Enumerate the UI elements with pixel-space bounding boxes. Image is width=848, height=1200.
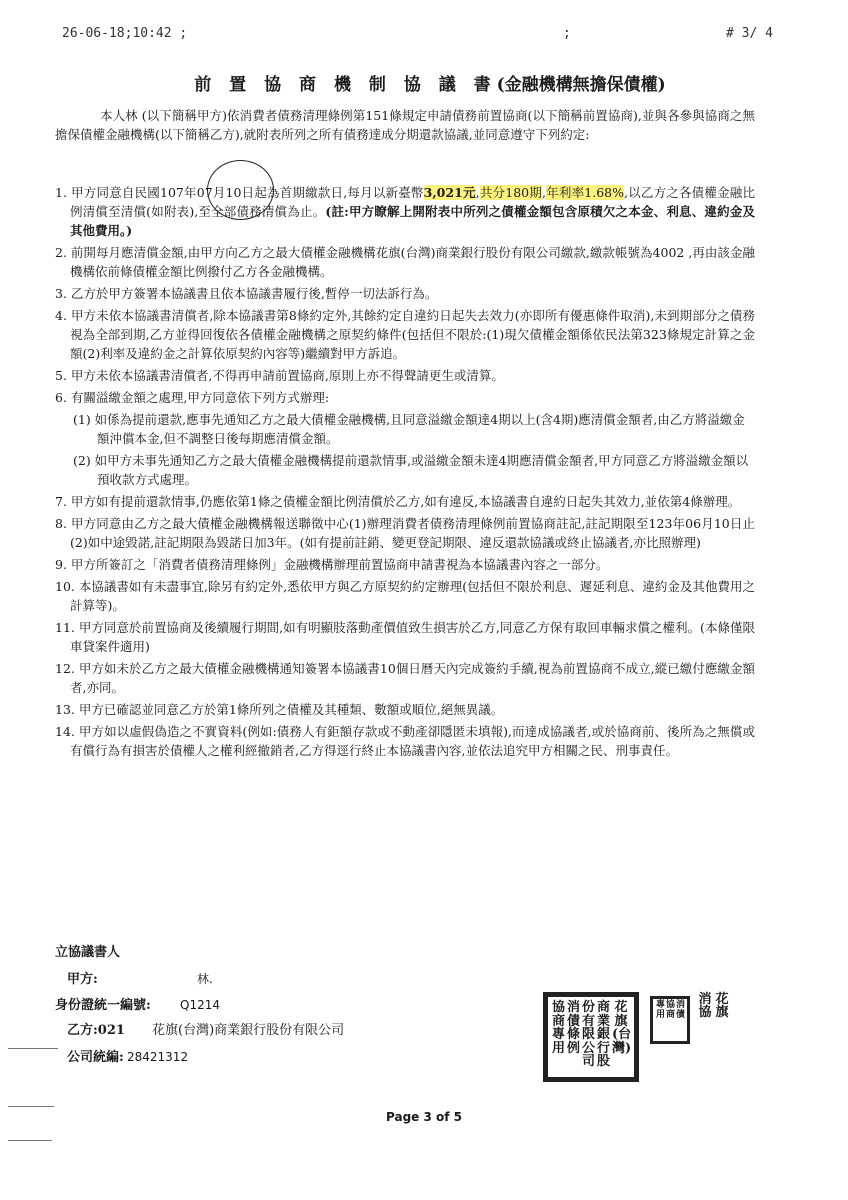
seal-column: 消協: [698, 992, 712, 1020]
clause-10: 10. 本協議書如有未盡事宜,除另有約定外,悉依甲方與乙方原契約約定辦理(包括但不限於利息、遲延利息、違約金及其他費用之計算等)。: [55, 579, 755, 613]
party-b-name: 花旗(台灣)商業銀行股份有限公司: [152, 1023, 345, 1038]
clause-7: 7. 甲方如有提前還款情事,仍應依第1條之債權金額比例清償於乙方,如有違反,本協議書自違約日起失其效力,並依第4條辦理。: [55, 494, 741, 509]
clause-4: 4. 甲方未依本協議書清償者,除本協議書第8條約定外,其餘約定自違約日起失去效力(亦即所有優惠條件取消),未到期部分之債務視為全部到期,乙方並得回復依各債權金融機構之原契約條件(包括但不限於:(1)現欠債權金額係依民法第323條規定計算之金額(2)利率及違約金之計算依原契約內容等)繼續對甲方訴追。: [55, 308, 755, 361]
seal-column: 消債: [676, 1000, 686, 1020]
seal-column: 協商專用: [551, 1000, 565, 1056]
clause-1-amount: 3,021元: [423, 185, 476, 200]
id-number-label: 身份證統一編號:: [55, 998, 151, 1013]
seal-column: 商業銀行股: [596, 1000, 610, 1069]
clause-2: 2. 前開每月應清償金額,由甲方向乙方之最大債權金融機構花旗(台灣)商業銀行股份有限公司繳款,繳款帳號為4002 ,再由該金融機構依前條債權金額比例撥付乙方各金融機構。: [55, 245, 755, 279]
seal-column: 專用: [656, 1000, 666, 1020]
clause-1-start: 1. 甲方同意自民國107年07月10日起為首期繳款日,每月以新臺幣: [55, 185, 424, 200]
clause-5: 5. 甲方未依本協議書清償者,不得再申請前置協商,原則上亦不得聲請更生或清算。: [55, 368, 504, 383]
clause-1-note: (註:甲方瞭解上開附表中所列之債權金額包含原積欠之本金、利息、違約金及其他費用。): [70, 204, 755, 238]
clause-8: 8. 甲方同意由乙方之最大債權金融機構報送聯徵中心(1)辦理消費者債務清理條例前置協商註記,註記期限至123年06月10日止(2)如中途毀諾,註記期限為毀諾日加3年。(如有提前註銷、變更登記期限、違反還款協議或終止協議者,亦比照辦理): [55, 516, 755, 550]
seal-column: 協商: [666, 1000, 676, 1020]
bank-seal-stamp: [543, 992, 639, 1082]
clause-1-sep2: ,: [542, 185, 546, 200]
company-id-label: 公司統編:: [67, 1050, 124, 1065]
clause-3: 3. 乙方於甲方簽署本協議書且依本協議書履行後,暫停一切法訴行為。: [55, 286, 438, 301]
signatories-heading: 立協議書人: [55, 945, 121, 960]
fax-separator: ;: [563, 26, 571, 41]
seal-column: 份有限公司: [581, 1000, 595, 1069]
margin-scan-line: [8, 1140, 52, 1141]
clause-11: 11. 甲方同意於前置協商及後續履行期間,如有明顯肢落動產價值致生損害於乙方,同意乙方保有取回車輛求償之權利。(本條僅限車貸案件適用): [55, 620, 755, 654]
clause-13: 13. 甲方已確認並同意乙方於第1條所列之債權及其種類、數額或順位,絕無異議。: [55, 702, 504, 717]
clause-6-item-2: (2) 如甲方未事先通知乙方之最大債權金融機構提前還款情事,或溢繳金額未達4期應清償金額者,甲方同意乙方將溢繳金額以預收款方式處理。: [73, 453, 749, 487]
representative-seal-stamp: [694, 994, 730, 1046]
clause-9: 9. 甲方所簽訂之「消費者債務清理條例」金融機構辦理前置協商申請書視為本協議書內容之一部分。: [55, 557, 609, 572]
page-number: Page 3 of 5: [386, 1110, 462, 1124]
clause-1-rate: 年利率1.68%: [546, 185, 625, 200]
seal-column: 花旗(台灣): [612, 1000, 632, 1056]
party-a-label: 甲方:: [67, 972, 98, 987]
margin-scan-line: [8, 1048, 58, 1049]
company-id-value: 28421312: [127, 1050, 189, 1064]
document-title: [110, 70, 750, 95]
clause-6: 6. 有關溢繳金額之處理,甲方同意依下列方式辦理:: [55, 390, 330, 405]
negotiation-seal-stamp: [650, 996, 690, 1044]
clause-14: 14. 甲方如以虛假偽造之不實資料(例如:債務人有鉅額存款或不動產卻隱匿未填報),而達成協議者,或於協商前、後所為之無償或有償行為有損害於債權人之權利經撤銷者,乙方得逕行終止本協議書內容,並依法追究甲方相關之民、刑事責任。: [55, 724, 755, 758]
margin-scan-line: [8, 1106, 54, 1107]
id-number-value: Q1214: [180, 998, 220, 1012]
title-main: 前 置 協 商 機 制 協 議 書: [194, 75, 497, 95]
signature-block: [55, 940, 344, 1070]
intro-paragraph: 本人林 (以下簡稱甲方)依消費者債務清理條例第151條規定申請債務前置協商(以下簡稱前置協商),並與各參與協商之無擔保債權金融機構(以下簡稱乙方),就附表所列之所有債務達成分期還款協議,並同意遵守下列約定:: [55, 108, 755, 142]
clause-list: [55, 183, 755, 763]
fax-page-counter: # 3/ 4: [726, 26, 773, 41]
title-subtitle: (金融機構無擔保債權): [496, 75, 666, 95]
party-a-name: 林.: [197, 972, 213, 986]
seal-column: 花旗: [715, 992, 729, 1020]
clause-6-item-1: (1) 如係為提前還款,應事先通知乙方之最大債權金融機構,且同意溢繳金額達4期以上(含4期)應清償金額者,由乙方將溢繳金額沖償本金,但不調整日後每期應清償金額。: [73, 412, 745, 446]
clause-1-body: ,以乙方之各債權金融比例清償至清償(如附表),至全部債務清償為止。: [70, 185, 755, 219]
clause-12: 12. 甲方如未於乙方之最大債權金融機構通知簽署本協議書10個日曆天內完成簽約手續,視為前置協商不成立,縱已繳付應繳金額者,亦同。: [55, 661, 755, 695]
fax-timestamp: 26-06-18;10:42 ;: [62, 26, 188, 41]
clause-1-sep1: ,: [475, 185, 480, 200]
clause-1: [55, 183, 755, 240]
party-b-label: 乙方:021: [67, 1023, 125, 1038]
seal-column: 消債條例: [566, 1000, 580, 1056]
clause-1-periods: 共分180期: [479, 185, 543, 200]
